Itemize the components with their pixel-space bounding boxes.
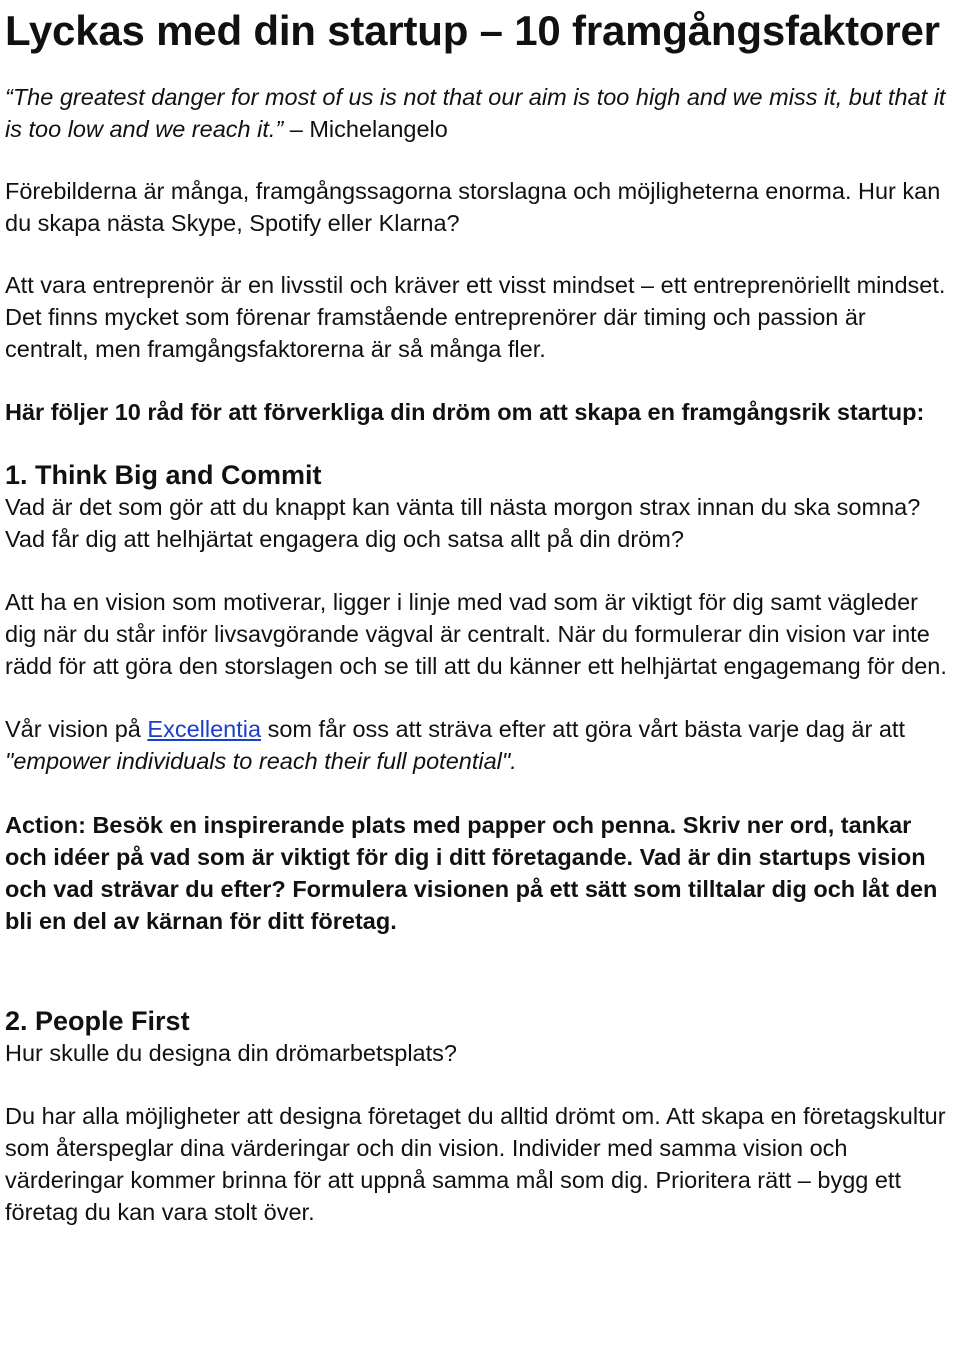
section-1-question: Vad är det som gör att du knappt kan vänta till nästa morgon strax innan du ska somna? Vad får dig att helhjärtat engagera dig och satsa allt på din dröm? [5, 494, 921, 552]
section-1-body: Att ha en vision som motiverar, ligger i linje med vad som är viktigt för dig samt vägleder dig när du står inför livsavgörande vägval är centralt. När du formulerar din vision var inte rädd för att göra den storslagen och se till att du känner ett helhjärtat engagemang för den. [5, 589, 947, 679]
quote-author: – Michelangelo [283, 116, 448, 142]
mindset-paragraph: Att vara entreprenör är en livsstil och kräver ett visst mindset – ett entreprenöriellt mindset. Det finns mycket som förenar framstående entreprenörer där timing och passion är centralt, men framgångsfaktorerna är så många fler. [5, 272, 946, 362]
lead-paragraph: Här följer 10 råd för att förverkliga din dröm om att skapa en framgångsrik startup: [5, 399, 925, 425]
section-2-body: Du har alla möjligheter att designa företaget du alltid drömt om. Att skapa en företagskultur som återspeglar dina värderingar och din vision. Individer med samma vision och värderingar kommer brinna för att uppnå samma mål som dig. Prioritera rätt – bygg ett företag du kan vara stolt över. [5, 1103, 946, 1225]
quote-text: “The greatest danger for most of us is not that our aim is too high and we miss it, but that it is too low and we reach it.” [5, 84, 946, 142]
page-title: Lyckas med din startup – 10 framgångsfaktorer [5, 7, 940, 54]
vision-middle: som får oss att sträva efter att göra vårt bästa varje dag är att [261, 716, 905, 742]
section-1-heading: 1. Think Big and Commit [5, 460, 322, 490]
vision-prefix: Vår vision på [5, 716, 148, 742]
excellentia-link[interactable]: Excellentia [147, 716, 262, 742]
section-1-action: Action: Besök en inspirerande plats med papper och penna. Skriv ner ord, tankar och idéer på vad som är viktigt för dig i ditt företagande. Vad är din startups vision och vad strävar du efter? Formulera visionen på ett sätt som tilltalar dig och låt den bli en del av kärnan för ditt företag. [5, 812, 938, 934]
section-2-question: Hur skulle du designa din drömarbetsplats? [5, 1040, 457, 1066]
vision-quote: "empower individuals to reach their full potential". [5, 748, 517, 774]
section-1-vision [5, 713, 954, 777]
section-2-heading: 2. People First [5, 1006, 190, 1036]
quote [5, 81, 954, 145]
intro-paragraph: Förebilderna är många, framgångssagorna storslagna och möjligheterna enorma. Hur kan du skapa nästa Skype, Spotify eller Klarna? [5, 178, 941, 236]
